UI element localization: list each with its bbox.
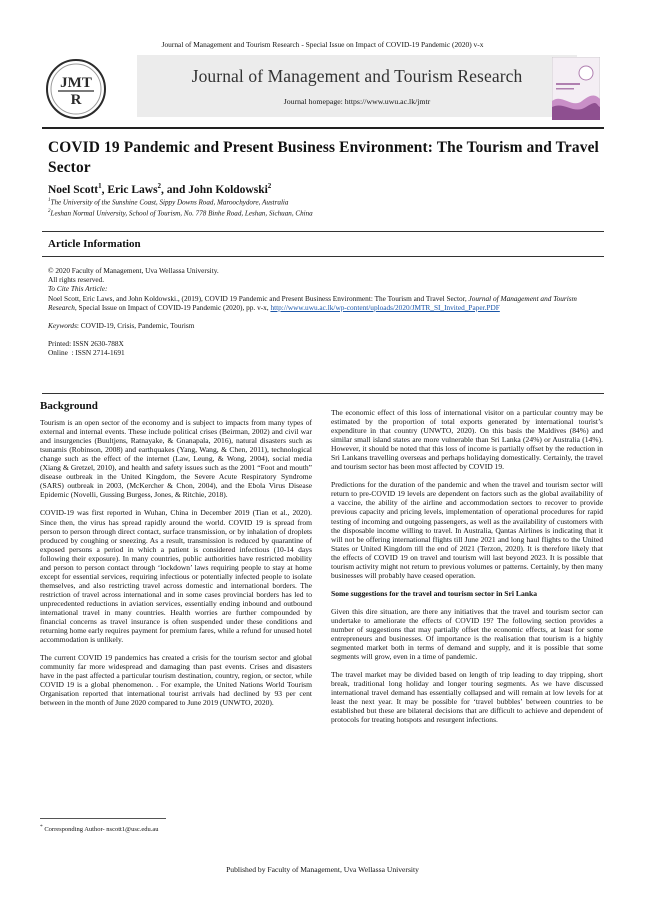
keywords-list: : COVID-19, Crisis, Pandemic, Tourism [76,321,195,331]
article-info-heading: Article Information [48,238,141,250]
running-header: Journal of Management and Tourism Research - Special Issue on Impact of COVID-19 Pandemic (2020) v-x [161,40,484,49]
affiliation-text: The University of the Sunshine Coast, Sippy Downs Road, Maroochydore, Australia [50,198,289,207]
banner-title-box [137,55,577,117]
body-paragraph: Given this dire situation, are there any initiatives that the travel and tourism sector can undertake to ameliorate the effects of COVID 19? The following section provides a number of suggestions that may partially offset the economic effects, at least for some entrepreneurs and businesses. Of importance is the realisation that tourism is a highly segmented market both in terms of demand and supply, and it is possible that some segments will grow, even in a time of pandemic. [331,606,603,662]
section-rule [42,393,604,394]
journal-cover-image [552,57,600,120]
footnote-text: Corresponding Author- nscott1@usc.edu.au [42,826,159,834]
body-paragraph: The economic effect of this loss of international visitor on a particular country may be estimated by the proportion of total exports generated by international tourist’s expenditure in that country (UNWTO, 2020). On this basis the Maldives (84%) and similar small island states are more vulnerable than Sri Lanka (24%) or Australia (14%). However, it should be noted that this loss of income is partially offset by the reduction in Sri Lankans travelling overseas and perhaps holidaying domestically. Certainly, the travel and tourism sector has been most affected by COVID 19. [331,408,603,472]
body-paragraph: The travel market may be divided based on length of trip leading to day tripping, short break, traditional long holiday and longer touring segments. As we have discussed international travel demand has essentially collapsed and will remain at low levels for at least the next year. It may be possible for ‘travel bubbles’ between countries to be established but these are bilateral decisions that are difficult to achieve and dependent of protocols for treating hotspots and resurgent infections. [331,670,603,725]
journal-logo-icon [46,57,106,121]
author-separator: , and [161,183,189,196]
cite-label: To Cite This Article: [48,284,108,294]
author-affiliation-marker: 2 [157,182,162,190]
article-info-block [48,266,598,358]
affiliation-text: Leshan Normal University, School of Tourism, No. 778 Binhe Road, Leshan, Sichuan, China [50,209,313,218]
header-rule [42,127,604,129]
paper-title: COVID 19 Pandemic and Present Business Environment: The Tourism and Travel Sector [48,139,599,176]
affiliation-marker: 1 [48,198,51,203]
author-affiliation-marker: 2 [267,182,272,190]
author-name: Noel Scott [48,183,99,196]
page-footer: Published by Faculty of Management, Uva Wellassa University [226,865,419,874]
author-name: John Koldowski [188,183,268,196]
svg-text:JMT: JMT [60,75,92,91]
author-name: Eric Laws [107,183,158,196]
right-column [331,408,603,733]
keywords [48,321,598,330]
background-heading: Background [40,400,98,412]
body-paragraph: Predictions for the duration of the pandemic and when the travel and tourism sector will return to pre-COVID 19 levels are dependent on factors such as the global availability of a vaccine, the ability of the airline and accommodation sectors to recover to provide previous capacity and pricing levels, implementation of operational procedures for rapid testing of incoming and outgoing passengers, as well as the availability of customers with the disposable income willing to travel. In Australia, Qantas Airlines is indicating that it will not be offering international flights till June 2021 and long haul flights to the United States or United Kingdom till the end of 2021 (Terzon, 2020). It is therefore likely that the effects of COVID 19 on travel and tourism will last beyond 2023. It is possible that tourism activity might not return to previous volumes or patterns. Certainly, by then many businesses will probably have ceased operation. [331,480,603,580]
author-list [48,182,271,196]
copyright-notice: © 2020 Faculty of Management, Uva Wellassa University. [48,266,219,275]
journal-banner [42,55,604,122]
citation-authors: Noel Scott, Eric Laws, and John Koldowski., (2019), COVID 19 Pandemic and Present Business Environment: The Tourism and Travel Sector, [48,293,467,303]
body-paragraph: Tourism is an open sector of the economy and is subject to impacts from many types of external and internal events. These include political crises (Beirman, 2002) and civil war and insurgencies (Buultjens, Ratnayake, & Gnanapala, 2016), natural disasters such as tsunamis (Robinson, 2008) and earthquakes (Yang, Wang, & Chen, 2011), technological change such as the effect of the internet (Law, Leung, & Wong, 2004), social media (Xiang & Gretzel, 2010), and health and safety issues such as the 2001 “Foot and mouth” disease outbreak in the United Kingdom, the Severe Acute Respiratory Syndrome (SARS) outbreak in 2003, (McKercher & Chon, 2004), and the Ebola Virus Disease Epidemic (Novelli, Gussing Burgess, Jones, & Ritchie, 2018). [40,418,312,500]
citation [48,294,598,312]
journal-title: Journal of Management and Tourism Research [191,66,523,86]
left-column [40,402,312,716]
section-rule [42,231,604,232]
affiliation-marker: 2 [48,209,51,214]
author-affiliation-marker: 1 [98,182,102,190]
author-separator: , [101,183,108,196]
footnote-rule [40,818,166,819]
citation-details: , Special Issue on Impact of COVID-19 Pandemic (2020), pp. v-x, [74,302,269,312]
affiliation [48,209,313,217]
section-rule [42,256,604,257]
affiliation [48,198,288,206]
rights-notice: All rights reserved. [48,275,105,285]
corresponding-author-footnote [40,824,159,833]
journal-homepage: Journal homepage: https://www.uwu.ac.lk/jmtr [283,97,431,106]
issn-print: Printed: ISSN 2630-788X [48,339,124,349]
issn-online: Online : ISSN 2714-1691 [48,348,125,358]
body-paragraph: COVID-19 was first reported in Wuhan, China in December 2019 (Tian et al., 2020). Since then, the virus has spread rapidly around the world. COVID 19 is spread from person to person through direct contact, surface transmission, or by inhalation of droplets produced by coughing or sneezing. As a result, transmission is reduced by quarantine of exposed persons a period in which a patient is considered infectious (10-14 days following their exposure). In many countries, public authorities have restricted mobility and person to person contact through ‘lockdown’ laws requiring people to stay at home except for essential services, requiring infectious or potentially infected people to isolate themselves, and also restricting travel across domestic and international borders. The restriction of travel across international and in some cases provincial borders has led to unprecedented reductions in aviation services, essentially ending inbound and outbound international travel in many countries. Health worries are further compounded by financial concerns as travel insurance is often suspended under these conditions and returning home early requires payment for premium fares, while a refund for unused hotel accommodation is unlikely. [40,508,313,645]
citation-journal: Journal of Management and Tourism Research [48,293,577,312]
citation-link[interactable]: http://www.uwu.ac.lk/wp-content/uploads/2020/JMTR_SI_Invited_Paper.PDF [270,302,500,312]
footnote-marker: * [40,824,43,830]
svg-text:R: R [70,92,82,108]
subsection-heading: Some suggestions for the travel and tourism sector in Sri Lanka [331,588,538,598]
body-paragraph: The current COVID 19 pandemics has created a crisis for the tourism sector and global community far more widespread and damaging than past events. Crises and disasters have in the past affected a particular tourism destination, country, region, or sector, while COVID 19 is a global phenomenon. . For example, the United Nations World Tourism Organisation reported that international tourist arrivals had declined by 93 per cent between in the month of June 2020 compared to June 2019 (UNWTO, 2020). [40,653,312,708]
keywords-label: Keywords [48,321,77,331]
